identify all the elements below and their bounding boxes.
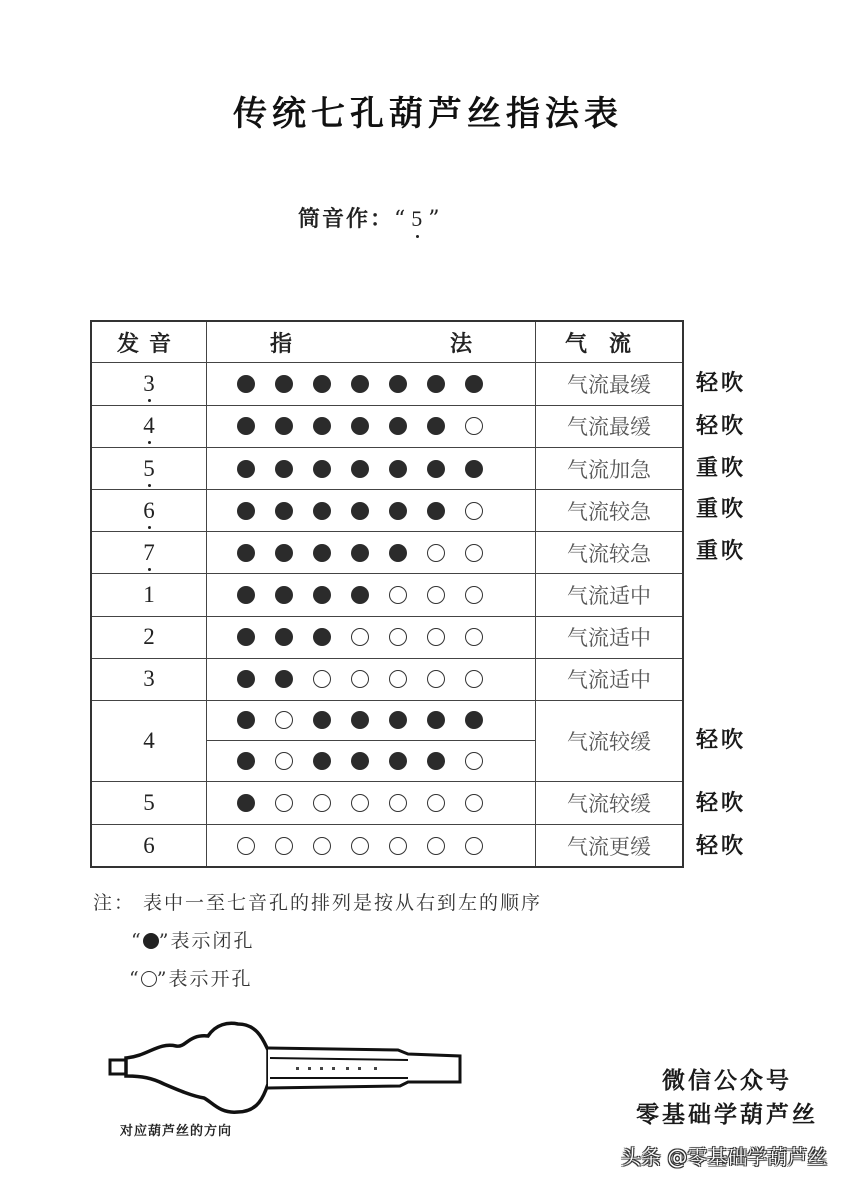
closed-hole-icon [275,460,293,478]
airflow-cell: 气流适中 [536,616,684,658]
closed-hole-icon [237,711,255,729]
closed-hole-icon [389,711,407,729]
closed-hole-icon [389,417,407,435]
open-hole-icon [351,837,369,855]
table-row [91,490,683,532]
closed-hole-icon [275,628,293,646]
pitch-cell: 1 [91,574,207,617]
closed-hole-icon [313,586,331,604]
low-octave-dot [148,441,151,444]
open-hole-icon [427,628,445,646]
watermark: 头条 @零基础学葫芦丝 [621,1145,828,1169]
closed-hole-icon [427,417,445,435]
open-hole-icon [465,837,483,855]
table-row [91,574,683,617]
closed-hole-icon [313,460,331,478]
closed-hole-icon [313,502,331,520]
wechat-name: 零基础学葫芦丝 [636,1101,818,1128]
wechat-account [612,1064,842,1132]
blow-intensity: 重吹 [696,496,747,522]
closed-hole-icon [275,417,293,435]
fingering-cell [207,532,536,574]
closed-hole-icon [427,460,445,478]
closed-hole-icon [427,502,445,520]
wechat-label: 微信公众号 [662,1067,792,1094]
table-body [91,363,683,868]
open-hole-icon [313,837,331,855]
fingering-cell [207,574,536,617]
closed-hole-icon [427,711,445,729]
open-hole-icon [389,586,407,604]
open-hole-icon [427,544,445,562]
closed-hole-icon [351,752,369,770]
open-hole-icon [465,417,483,435]
fingering-cell [207,825,536,868]
blow-intensity: 重吹 [696,454,747,481]
low-octave-dot [148,399,151,402]
airflow-cell: 气流较缓 [536,700,684,781]
open-hole-icon [427,586,445,604]
closed-hole-icon [389,752,407,770]
closed-hole-icon [465,711,483,729]
pitch-cell: 6 [91,825,207,868]
blow-intensity: 重吹 [696,538,747,564]
table-row [91,700,683,741]
closed-hole-icon [237,417,255,435]
airflow-cell: 气流适中 [536,574,684,617]
airflow-cell: 气流适中 [536,658,684,700]
open-hole-icon [389,794,407,812]
blow-intensity: 轻吹 [696,833,747,859]
closed-hole-icon [351,460,369,478]
closed-hole-icon [237,628,255,646]
open-hole-icon [465,502,483,520]
open-hole-icon [389,837,407,855]
close-quote: ” [428,207,442,232]
low-octave-dot [148,484,151,487]
open-hole-icon [427,794,445,812]
closed-hole-icon [237,586,255,604]
fingering-cell [207,700,536,741]
open-hole-icon [275,794,293,812]
closed-hole-icon [389,502,407,520]
open-hole-icon [275,711,293,729]
pitch-cell: 3 [91,363,207,406]
low-octave-dot [148,526,151,529]
low-octave-dot [416,235,419,238]
closed-hole-icon [389,460,407,478]
open-hole-icon [465,752,483,770]
fingering-cell [207,658,536,700]
table-row [91,658,683,700]
closed-hole-icon [427,375,445,393]
table-row [91,405,683,448]
fingering-cell [207,448,536,490]
open-hole-icon [465,586,483,604]
open-hole-icon [465,628,483,646]
blow-intensity: 轻吹 [696,790,747,816]
open-hole-icon [351,670,369,688]
closed-hole-icon [351,417,369,435]
open-hole-icon [465,670,483,688]
airflow-cell: 气流最缓 [536,405,684,448]
fingering-cell [207,363,536,406]
closed-hole-icon [427,752,445,770]
closed-hole-icon [237,460,255,478]
pitch-cell: 2 [91,616,207,658]
pitch-cell: 7 [91,532,207,574]
closed-hole-icon [237,752,255,770]
pitch-cell: 4 [91,700,207,781]
closed-hole-icon [351,502,369,520]
closed-hole-icon [351,711,369,729]
airflow-cell: 气流较缓 [536,781,684,825]
closed-hole-icon [313,375,331,393]
open-hole-icon [427,670,445,688]
closed-hole-icon [389,375,407,393]
closed-hole-icon [313,711,331,729]
pitch-cell: 5 [91,781,207,825]
closed-hole-icon [351,544,369,562]
open-hole-icon [351,794,369,812]
open-hole-icon [275,837,293,855]
table-row [91,825,683,868]
legend-closed: “ ” 表示闭孔 [131,930,255,952]
closed-hole-icon [313,544,331,562]
open-hole-icon [351,628,369,646]
open-hole-icon [427,837,445,855]
note-hole-order: 注： 表中一至七音孔的排列是按从右到左的顺序 [93,892,543,914]
table-row [91,616,683,658]
blow-intensity: 轻吹 [696,727,747,753]
open-hole-icon [313,670,331,688]
closed-hole-icon [275,544,293,562]
base-note-line [298,202,442,233]
pitch-cell: 6 [91,490,207,532]
header-fingering: 指 法 [207,321,536,363]
fingering-cell [207,405,536,448]
fingering-cell [207,741,536,782]
closed-hole-icon [313,752,331,770]
open-hole-icon [237,837,255,855]
open-hole-icon [465,544,483,562]
header-airflow: 气流 [536,321,684,363]
closed-hole-icon [465,375,483,393]
fingering-cell [207,490,536,532]
open-hole-icon [389,670,407,688]
pitch-cell: 5 [91,448,207,490]
closed-hole-icon [389,544,407,562]
closed-hole-icon [275,502,293,520]
pitch-cell: 4 [91,405,207,448]
legend-open: “ ” 表示开孔 [129,968,253,990]
base-note-value: 5 [407,206,428,232]
open-hole-icon [389,628,407,646]
closed-hole-icon [465,460,483,478]
closed-hole-icon [237,544,255,562]
open-hole-icon [313,794,331,812]
closed-hole-icon [351,375,369,393]
blow-intensity: 轻吹 [696,412,747,439]
closed-hole-icon [275,670,293,688]
legend-notes [93,884,542,998]
closed-hole-icon [143,933,159,949]
page-title: 传统七孔葫芦丝指法表 [233,94,623,134]
low-octave-dot [148,568,151,571]
table-row [91,532,683,574]
airflow-cell: 气流较急 [536,532,684,574]
header-pitch: 发音 [91,321,207,363]
closed-hole-icon [351,586,369,604]
closed-hole-icon [275,586,293,604]
hulusi-instrument-icon [108,1020,468,1116]
closed-hole-icon [313,417,331,435]
open-hole-icon [465,794,483,812]
table-header-row [91,321,683,363]
fingering-cell [207,781,536,825]
fingering-table [90,320,684,868]
closed-hole-icon [237,670,255,688]
airflow-cell: 气流较急 [536,490,684,532]
table-row [91,363,683,406]
closed-hole-icon [275,375,293,393]
pitch-cell: 3 [91,658,207,700]
fingering-cell [207,616,536,658]
closed-hole-icon [237,502,255,520]
airflow-cell: 气流最缓 [536,363,684,406]
table-row [91,448,683,490]
open-hole-icon [141,971,157,987]
blow-intensity: 轻吹 [696,369,747,396]
closed-hole-icon [237,375,255,393]
open-hole-icon [275,752,293,770]
table-row [91,781,683,825]
base-note-label: 筒音作： [298,206,395,232]
closed-hole-icon [313,628,331,646]
airflow-cell: 气流加急 [536,448,684,490]
open-quote: “ [394,207,408,232]
airflow-cell: 气流更缓 [536,825,684,868]
closed-hole-icon [237,794,255,812]
diagram-caption: 对应葫芦丝的方向 [120,1124,233,1139]
